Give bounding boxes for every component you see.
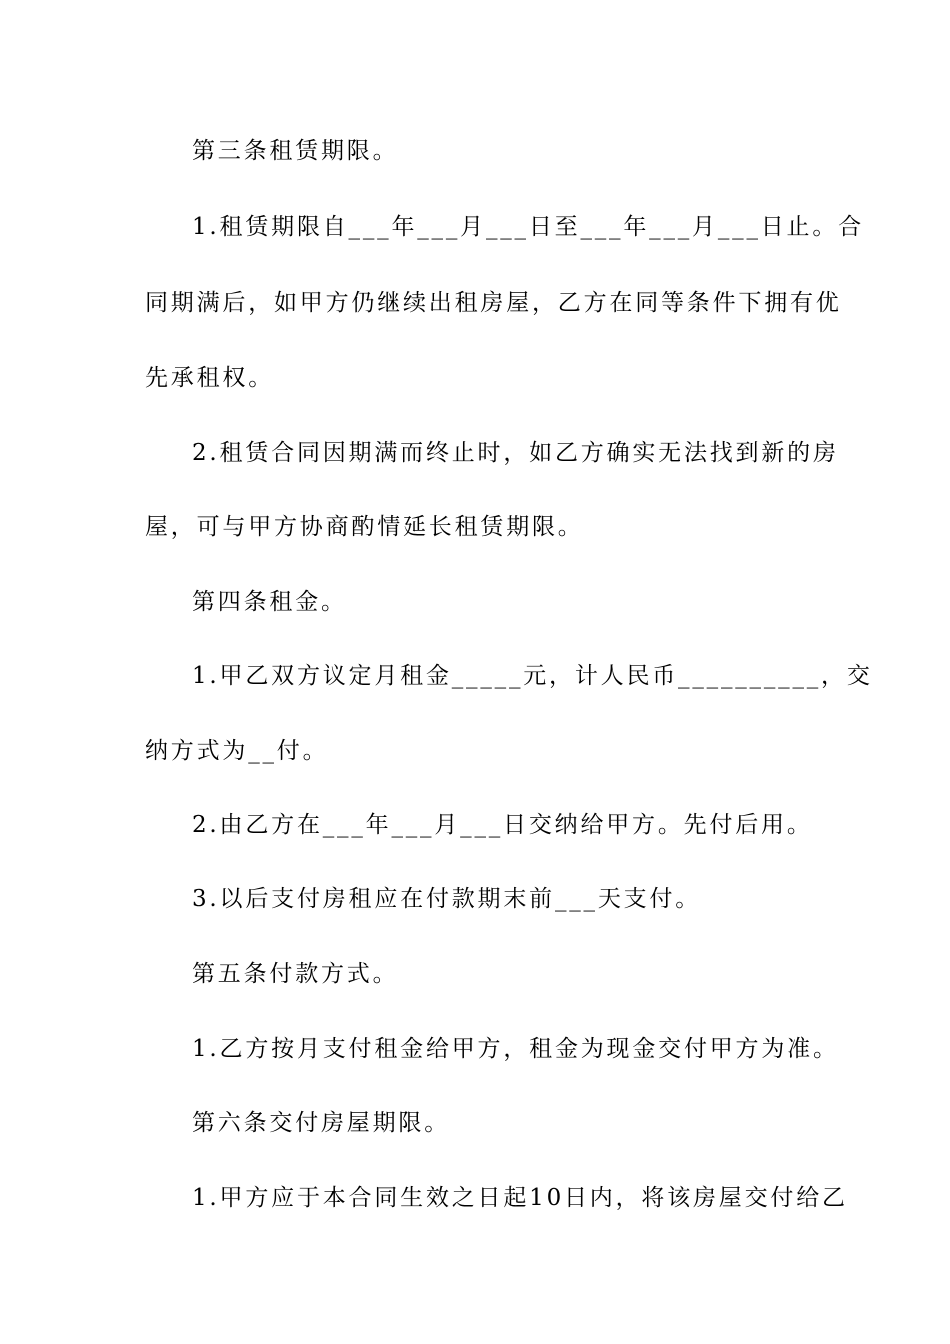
article-5-heading: 第五条付款方式。 bbox=[192, 961, 399, 987]
article-4-clause-3: 3.以后支付房租应在付款期末前___天支付。 bbox=[192, 886, 702, 912]
article-3-clause-2-line-1: 2.租赁合同因期满而终止时，如乙方确实无法找到新的房 bbox=[192, 440, 839, 466]
article-5-clause-1: 1.乙方按月支付租金给甲方，租金为现金交付甲方为准。 bbox=[192, 1036, 839, 1062]
article-3-heading: 第三条租赁期限。 bbox=[192, 138, 399, 164]
article-4-clause-1-line-1: 1.甲乙双方议定月租金_____元，计人民币__________，交 bbox=[192, 663, 873, 689]
article-3-clause-1-line-1: 1.租赁期限自___年___月___日至___年___月___日止。合 bbox=[192, 214, 864, 240]
article-3-clause-2-line-2: 屋，可与甲方协商酌情延长租赁期限。 bbox=[145, 514, 584, 540]
article-6-heading: 第六条交付房屋期限。 bbox=[192, 1110, 450, 1136]
article-4-clause-1-line-2: 纳方式为__付。 bbox=[145, 738, 329, 764]
article-6-clause-1-line-1: 1.甲方应于本合同生效之日起10日内，将该房屋交付给乙 bbox=[192, 1185, 848, 1211]
article-4-heading: 第四条租金。 bbox=[192, 589, 347, 615]
article-4-clause-2: 2.由乙方在___年___月___日交纳给甲方。先付后用。 bbox=[192, 812, 813, 838]
article-3-clause-1-line-3: 先承租权。 bbox=[145, 365, 274, 391]
article-3-clause-1-line-2: 同期满后，如甲方仍继续出租房屋，乙方在同等条件下拥有优 bbox=[145, 290, 842, 316]
